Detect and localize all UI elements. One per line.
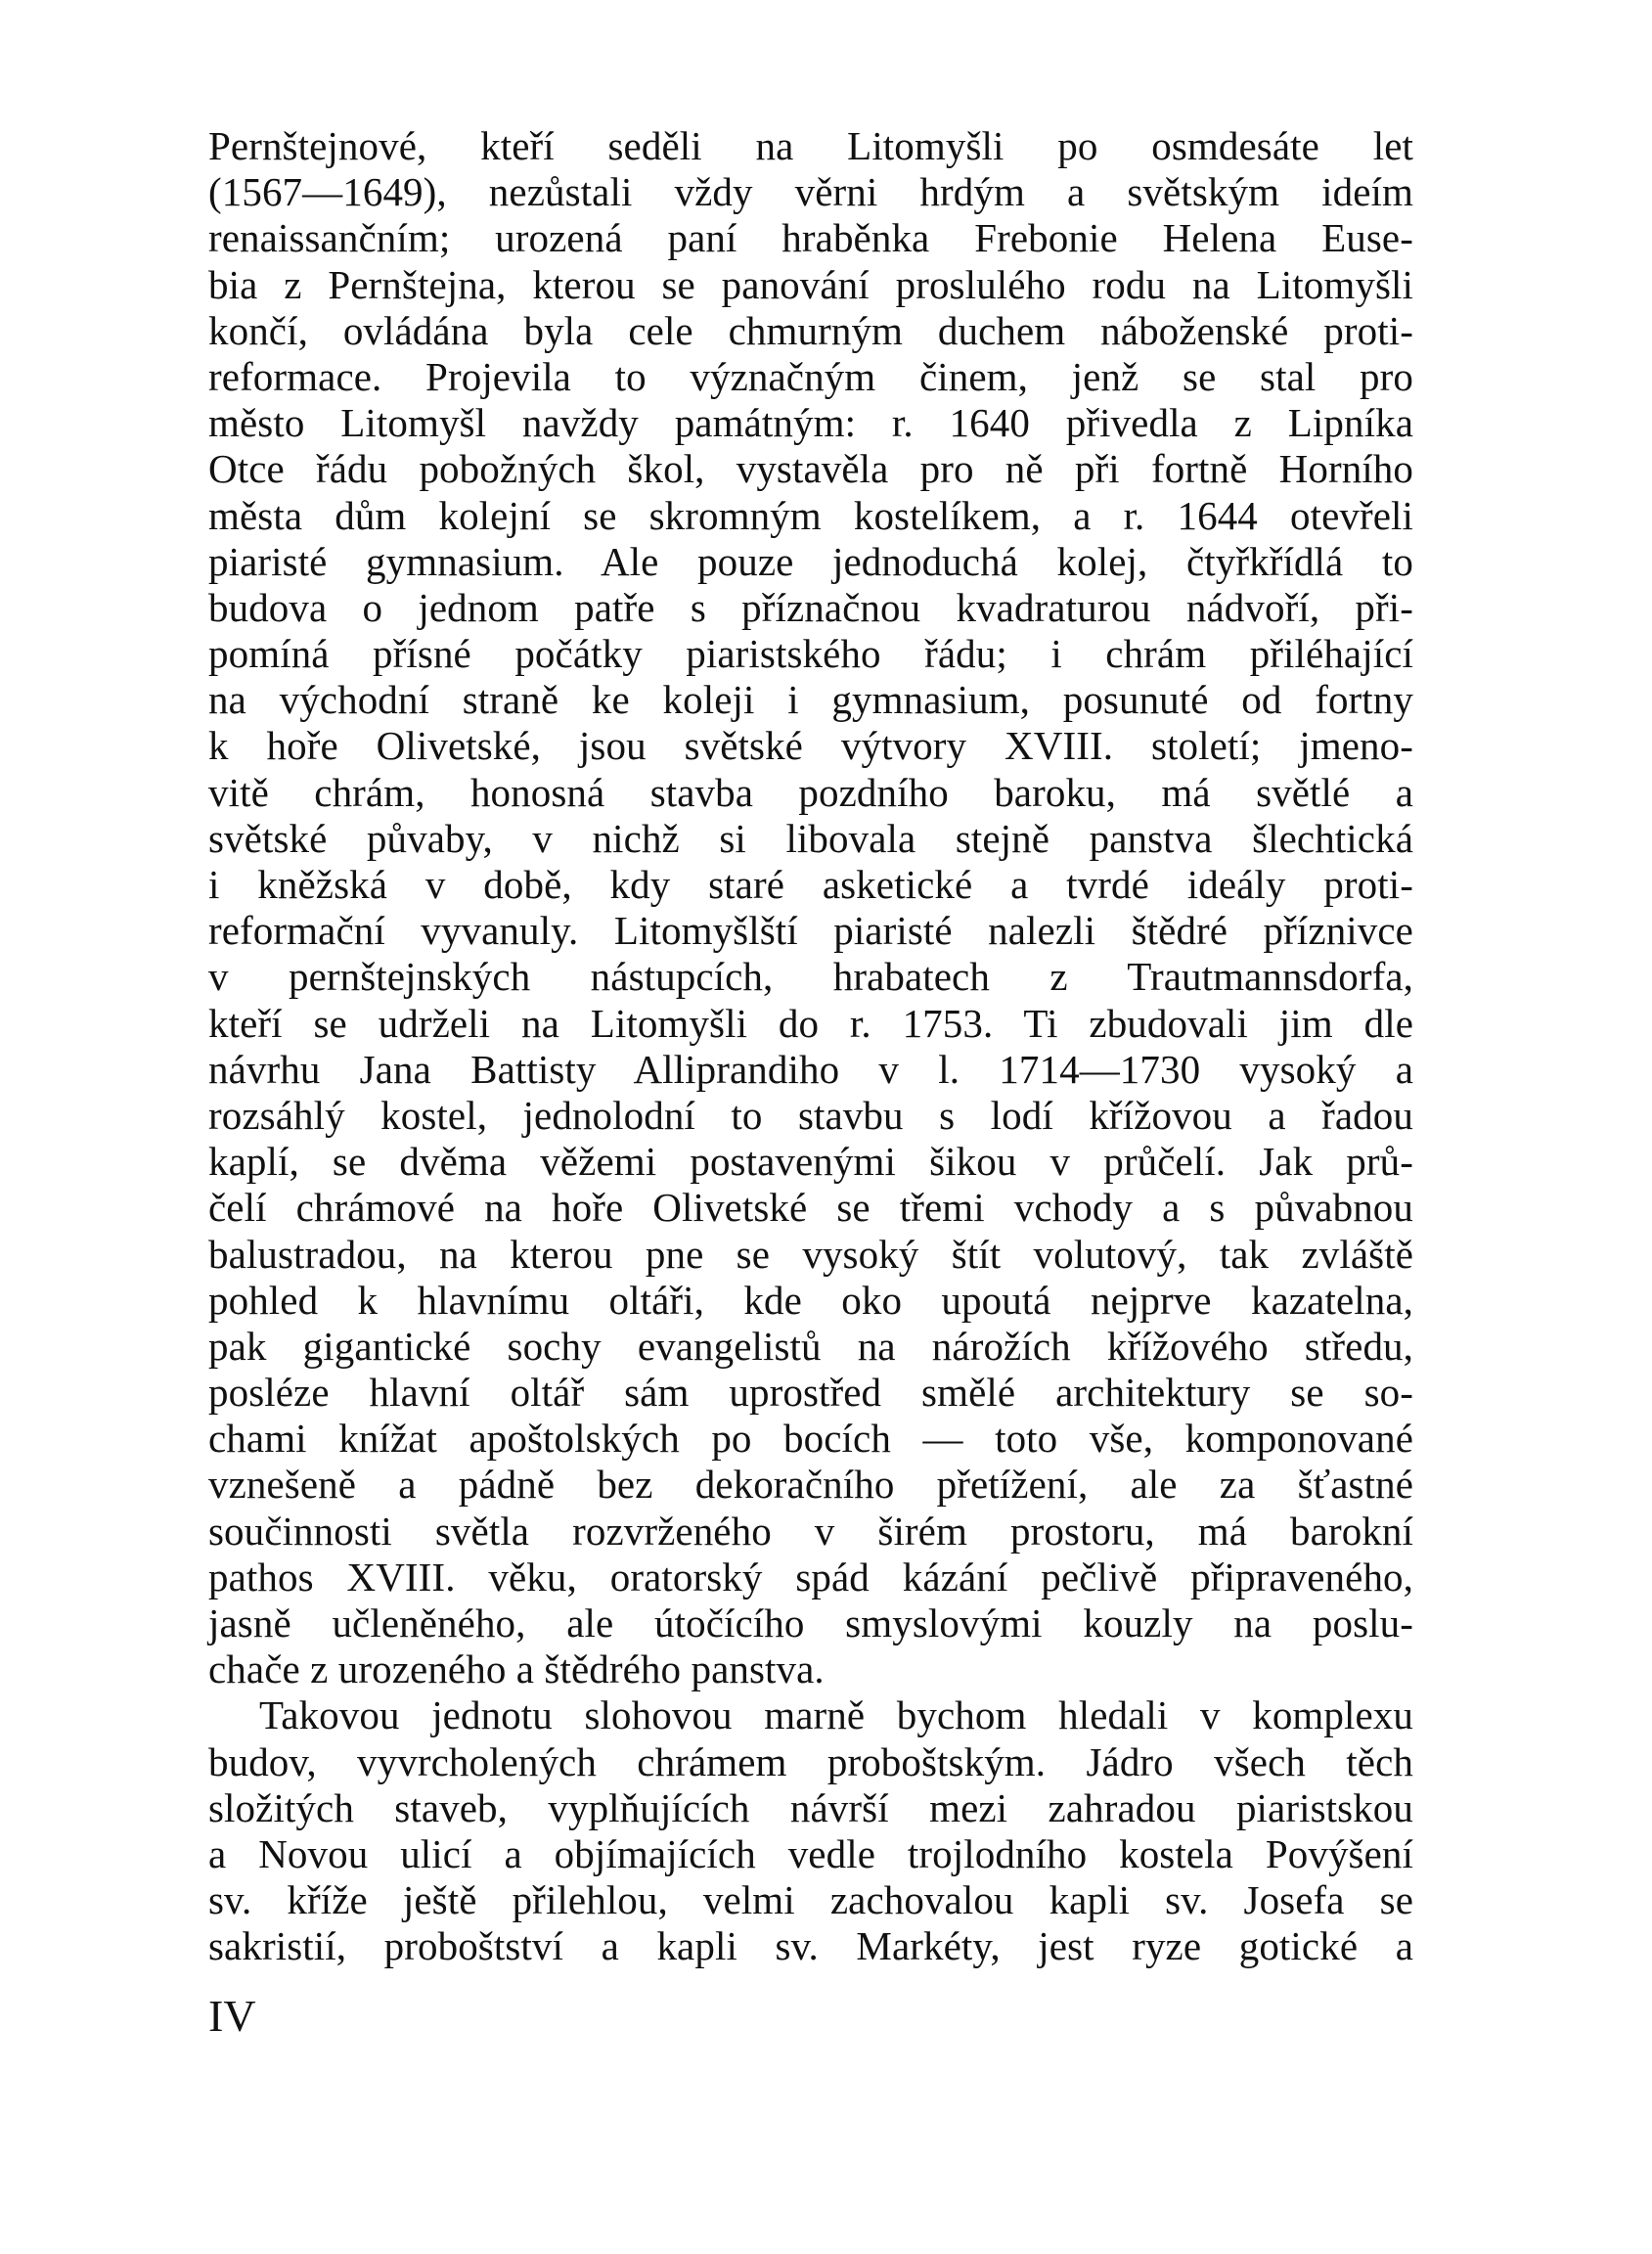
text-line: reformace. Projevila to význačným činem, jenž se stal pro	[208, 353, 1413, 399]
text-line: posléze hlavní oltář sám uprostřed smělé architektury se so-	[208, 1370, 1413, 1416]
text-line: a Novou ulicí a objímajících vedle trojlodního kostela Povýšení	[208, 1830, 1413, 1876]
text-line: Otce řádu pobožných škol, vystavěla pro ně při fortně Horního	[208, 446, 1413, 492]
text-line: složitých staveb, vyplňujících návrší mezi zahradou piaristskou	[208, 1784, 1413, 1830]
body-text	[208, 123, 1413, 1970]
text-line: (1567—1649), nezůstali vždy věrni hrdým a světským ideím	[208, 169, 1413, 215]
text-line: jasně učleněného, ale útočícího smyslovými kouzly na poslu-	[208, 1600, 1413, 1645]
text-line: čelí chrámové na hoře Olivetské se třemi vchody a s půvabnou	[208, 1185, 1413, 1231]
text-line: kaplí, se dvěma věžemi postavenými šikou v průčelí. Jak prů-	[208, 1139, 1413, 1185]
text-line: vznešeně a pádně bez dekoračního přetížení, ale za šťastné	[208, 1462, 1413, 1508]
text-line: Pernštejnové, kteří seděli na Litomyšli po osmdesáte let	[208, 123, 1413, 168]
text-line: vitě chrám, honosná stavba pozdního baroku, má světlé a	[208, 769, 1413, 815]
text-line: reformační vyvanuly. Litomyšlští piaristé nalezli štědré příznivce	[208, 908, 1413, 954]
text-line: chami knížat apoštolských po bocích — toto vše, komponované	[208, 1416, 1413, 1462]
text-line: pak gigantické sochy evangelistů na nárožích křížového středu,	[208, 1323, 1413, 1369]
text-line: k hoře Olivetské, jsou světské výtvory XVIII. století; jmeno-	[208, 723, 1413, 769]
text-line: budov, vyvrcholených chrámem proboštským. Jádro všech těch	[208, 1738, 1413, 1784]
text-line: i kněžská v době, kdy staré asketické a tvrdé ideály proti-	[208, 862, 1413, 907]
text-line: na východní straně ke koleji i gymnasium, posunuté od fortny	[208, 677, 1413, 723]
text-line: pohled k hlavnímu oltáři, kde oko upoutá nejprve kazatelna,	[208, 1277, 1413, 1323]
text-line: končí, ovládána byla cele chmurným duchem náboženské proti-	[208, 307, 1413, 353]
text-line: kteří se udrželi na Litomyšli do r. 1753. Ti zbudovali jim dle	[208, 1000, 1413, 1046]
text-line: světské půvaby, v nichž si libovala stejně panstva šlechtická	[208, 815, 1413, 861]
text-line: pomíná přísné počátky piaristského řádu; i chrám přiléhající	[208, 631, 1413, 677]
paragraph-end-line: chače z urozeného a štědrého panstva.	[208, 1646, 825, 1692]
text-line: sv. kříže ještě přilehlou, velmi zachovalou kapli sv. Josefa se	[208, 1877, 1413, 1923]
paragraph-first-line: Takovou jednotu slohovou marně bychom hledali v komplexu	[259, 1692, 1413, 1738]
text-line: v pernštejnských nástupcích, hrabatech z Trautmannsdorfa,	[208, 954, 1413, 1000]
text-line: budova o jednom patře s příznačnou kvadraturou nádvoří, při-	[208, 584, 1413, 630]
text-line: renaissančním; urozená paní hraběnka Frebonie Helena Euse-	[208, 215, 1413, 261]
text-line: součinnosti světla rozvrženého v širém prostoru, má barokní	[208, 1508, 1413, 1554]
text-line: sakristií, proboštství a kapli sv. Markéty, jest ryze gotické a	[208, 1923, 1413, 1969]
text-line: návrhu Jana Battisty Alliprandiho v l. 1714—1730 vysoký a	[208, 1046, 1413, 1092]
text-line: město Litomyšl navždy památným: r. 1640 přivedla z Lipníka	[208, 400, 1413, 446]
text-line: balustradou, na kterou pne se vysoký štít volutový, tak zvláště	[208, 1231, 1413, 1277]
text-line: města dům kolejní se skromným kostelíkem, a r. 1644 otevřeli	[208, 492, 1413, 538]
page-number: IV	[208, 1991, 256, 2041]
text-line: rozsáhlý kostel, jednolodní to stavbu s lodí křížovou a řadou	[208, 1092, 1413, 1138]
text-line: pathos XVIII. věku, oratorský spád kázání pečlivě připraveného,	[208, 1554, 1413, 1600]
text-line: piaristé gymnasium. Ale pouze jednoduchá kolej, čtyřkřídlá to	[208, 538, 1413, 584]
text-line: bia z Pernštejna, kterou se panování proslulého rodu na Litomyšli	[208, 261, 1413, 307]
